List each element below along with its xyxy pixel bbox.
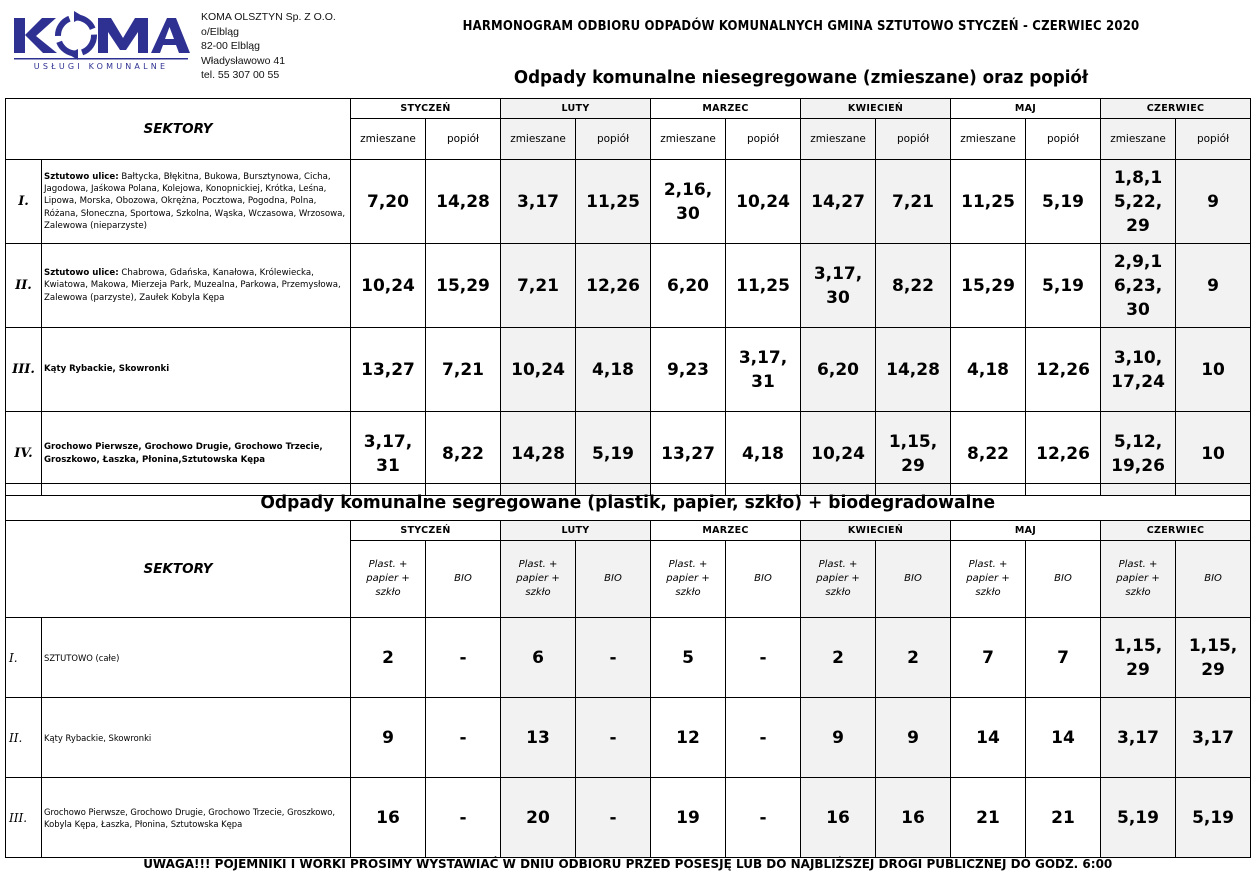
bio-date-cell: 16 xyxy=(876,778,951,858)
streets-prefix: Sztutowo ulice: xyxy=(44,171,119,182)
month-header-row xyxy=(6,99,1251,119)
recyclables-date-cell: 2 xyxy=(351,618,426,698)
streets-list: Chabrowa, Gdańska, Kanałowa, Królewiecka, Kwiatowa, Makowa, Mierzeja Park, Muzealna, Parkowa, Przemysłowa, Zalewowa (parzyste), Zaułek Kobyla Kępa xyxy=(44,268,341,303)
sector-streets xyxy=(42,328,351,412)
recyclables-date-cell: 16 xyxy=(801,778,876,858)
recyclables-date-cell: 6 xyxy=(501,618,576,698)
subheader-primary: Plast. + papier + szkło xyxy=(351,541,426,618)
subheader-primary: Plast. + papier + szkło xyxy=(1101,541,1176,618)
recyclables-date-cell: 2 xyxy=(801,618,876,698)
month-header: LUTY xyxy=(501,99,651,119)
company-phone: tel. 55 307 00 55 xyxy=(201,69,280,81)
subheader-secondary: BIO xyxy=(876,541,951,618)
section2-title: Odpady komunalne segregowane (plastik, papier, szkło) + biodegradowalne xyxy=(260,491,996,513)
mixed-date-cell: 3,17, 30 xyxy=(801,244,876,328)
subheader-primary: Plast. + papier + szkło xyxy=(501,541,576,618)
mixed-date-cell: 8,22 xyxy=(951,412,1026,496)
mixed-date-cell: 10,24 xyxy=(351,244,426,328)
recyclables-date-cell: 14 xyxy=(951,698,1026,778)
bio-date-cell: - xyxy=(576,778,651,858)
ash-date-cell: 8,22 xyxy=(426,412,501,496)
ash-date-cell: 5,19 xyxy=(1026,244,1101,328)
sector-row xyxy=(6,698,1251,778)
sector-row xyxy=(6,778,1251,858)
mixed-date-cell: 13,27 xyxy=(351,328,426,412)
sector-row xyxy=(6,618,1251,698)
subheader-secondary: popiół xyxy=(726,119,801,160)
recyclables-date-cell: 5 xyxy=(651,618,726,698)
mixed-waste-schedule-table xyxy=(5,98,1251,496)
mixed-date-cell: 9,23 xyxy=(651,328,726,412)
subheader-secondary: popiół xyxy=(576,119,651,160)
month-header: LUTY xyxy=(501,521,651,541)
ash-date-cell: 5,19 xyxy=(576,412,651,496)
bio-date-cell: - xyxy=(726,778,801,858)
ash-date-cell: 7,21 xyxy=(876,160,951,244)
sector-streets: Grochowo Pierwsze, Grochowo Drugie, Grochowo Trzecie, Groszkowo, Kobyla Kępa, Łaszka, Płonina, Sztutowska Kępa xyxy=(42,778,351,858)
recyclables-date-cell: 9 xyxy=(801,698,876,778)
ash-date-cell: 12,26 xyxy=(576,244,651,328)
month-header: MAJ xyxy=(951,99,1101,119)
subheader-secondary: popiół xyxy=(1176,119,1251,160)
mixed-date-cell: 3,17 xyxy=(501,160,576,244)
bio-date-cell: 7 xyxy=(1026,618,1101,698)
recyclables-date-cell: 13 xyxy=(501,698,576,778)
recyclables-date-cell: 21 xyxy=(951,778,1026,858)
footer-notice-text: UWAGA!!! POJEMNIKI I WORKI PROSIMY WYSTAWIAĆ W DNIU ODBIORU PRZED POSESJĘ LUB DO NAJBLIŻSZEJ DROGI PUBLICZNEJ DO GODZ. 6:00 xyxy=(142,856,1113,871)
month-header: MAJ xyxy=(951,521,1101,541)
mixed-date-cell: 1,8,1 5,22, 29 xyxy=(1101,160,1176,244)
ash-date-cell: 10 xyxy=(1176,412,1251,496)
month-header: CZERWIEC xyxy=(1101,521,1251,541)
mixed-date-cell: 4,18 xyxy=(951,328,1026,412)
ash-date-cell: 7,21 xyxy=(426,328,501,412)
mixed-date-cell: 15,29 xyxy=(951,244,1026,328)
streets-list: Grochowo Pierwsze, Grochowo Drugie, Grochowo Trzecie, Groszkowo, Łaszka, Płonina,Sztutowska Kępa xyxy=(44,442,323,465)
streets-prefix: Sztutowo ulice: xyxy=(44,268,119,279)
recyclables-date-cell: 3,17 xyxy=(1101,698,1176,778)
streets-list: Kąty Rybackie, Skowronki xyxy=(44,364,170,375)
recyclables-date-cell: 20 xyxy=(501,778,576,858)
recyclables-date-cell: 16 xyxy=(351,778,426,858)
bio-date-cell: 1,15, 29 xyxy=(1176,618,1251,698)
subheader-primary: Plast. + papier + szkło xyxy=(951,541,1026,618)
ash-date-cell: 8,22 xyxy=(876,244,951,328)
sector-row xyxy=(6,160,1251,244)
recyclables-date-cell: 5,19 xyxy=(1101,778,1176,858)
ash-date-cell: 12,26 xyxy=(1026,328,1101,412)
subheader-secondary: popiół xyxy=(876,119,951,160)
subheader-secondary: popiół xyxy=(426,119,501,160)
company-name: KOMA OLSZTYN Sp. Z O.O. xyxy=(201,11,336,23)
company-street: Władysławowo 41 xyxy=(201,54,286,67)
subheader-secondary: BIO xyxy=(1176,541,1251,618)
subheader-primary: zmieszane xyxy=(351,119,426,160)
sector-number: II. xyxy=(6,244,42,328)
ash-date-cell: 1,15, 29 xyxy=(876,412,951,496)
ash-date-cell: 10 xyxy=(1176,328,1251,412)
sectors-header: SEKTORY xyxy=(6,521,351,618)
recyclables-date-cell: 12 xyxy=(651,698,726,778)
bio-date-cell: 9 xyxy=(876,698,951,778)
subheader-secondary: BIO xyxy=(726,541,801,618)
ash-date-cell: 4,18 xyxy=(576,328,651,412)
ash-date-cell: 5,19 xyxy=(1026,160,1101,244)
mixed-date-cell: 7,20 xyxy=(351,160,426,244)
subheader-primary: Plast. + papier + szkło xyxy=(651,541,726,618)
mixed-date-cell: 2,16, 30 xyxy=(651,160,726,244)
sector-number: I. xyxy=(6,618,42,698)
mixed-date-cell: 10,24 xyxy=(501,328,576,412)
bio-date-cell: - xyxy=(576,698,651,778)
subheader-primary: zmieszane xyxy=(951,119,1026,160)
company-address xyxy=(201,10,336,83)
sector-row xyxy=(6,328,1251,412)
bio-date-cell: - xyxy=(426,698,501,778)
bio-date-cell: - xyxy=(426,778,501,858)
subheader-secondary: popiół xyxy=(1026,119,1101,160)
mixed-date-cell: 10,24 xyxy=(801,412,876,496)
mixed-date-cell: 5,12, 19,26 xyxy=(1101,412,1176,496)
logo-subtitle: USŁUGI KOMUNALNE xyxy=(33,62,169,71)
month-header: MARZEC xyxy=(651,521,801,541)
mixed-date-cell: 13,27 xyxy=(651,412,726,496)
subheader-secondary: BIO xyxy=(1026,541,1101,618)
bio-date-cell: 2 xyxy=(876,618,951,698)
mixed-date-cell: 11,25 xyxy=(951,160,1026,244)
mixed-date-cell: 7,21 xyxy=(501,244,576,328)
ash-date-cell: 12,26 xyxy=(1026,412,1101,496)
ash-date-cell: 4,18 xyxy=(726,412,801,496)
ash-date-cell: 9 xyxy=(1176,244,1251,328)
ash-date-cell: 3,17, 31 xyxy=(726,328,801,412)
bio-date-cell: 21 xyxy=(1026,778,1101,858)
month-header: KWIECIEŃ xyxy=(801,99,951,119)
sector-streets xyxy=(42,244,351,328)
sector-number: II. xyxy=(6,698,42,778)
mixed-date-cell: 14,27 xyxy=(801,160,876,244)
month-header-row xyxy=(6,521,1251,541)
subheader-secondary: BIO xyxy=(576,541,651,618)
mixed-date-cell: 6,20 xyxy=(651,244,726,328)
sector-number: IV. xyxy=(6,412,42,496)
streets-list: Bałtycka, Błękitna, Bukowa, Bursztynowa, Cicha, Jagodowa, Jaśkowa Polana, Kolejowa, Konopnickiej, Krótka, Leśna, Lipowa, Morska, Obozowa, Okrężna, Pocztowa, Pogodna, Polna, Różana, Słoneczna, Sportowa, Szkolna, Wąska, Wczasowa, Wrzosowa, Zalewowa (nieparzyste) xyxy=(44,171,346,231)
sector-streets xyxy=(42,160,351,244)
mixed-date-cell: 2,9,1 6,23, 30 xyxy=(1101,244,1176,328)
ash-date-cell: 9 xyxy=(1176,160,1251,244)
section2-title-row xyxy=(6,484,1251,521)
recyclables-date-cell: 7 xyxy=(951,618,1026,698)
bio-date-cell: - xyxy=(576,618,651,698)
company-postcode: 82-00 Elbląg xyxy=(201,40,260,52)
mixed-date-cell: 6,20 xyxy=(801,328,876,412)
bio-date-cell: 5,19 xyxy=(1176,778,1251,858)
sector-number: III. xyxy=(6,328,42,412)
subheader-primary: zmieszane xyxy=(501,119,576,160)
mixed-date-cell: 14,28 xyxy=(501,412,576,496)
ash-date-cell: 11,25 xyxy=(726,244,801,328)
footer-notice xyxy=(0,856,1255,871)
bio-date-cell: - xyxy=(426,618,501,698)
month-header: STYCZEŃ xyxy=(351,521,501,541)
koma-logo xyxy=(12,8,190,72)
ash-date-cell: 15,29 xyxy=(426,244,501,328)
subheader-primary: zmieszane xyxy=(801,119,876,160)
ash-date-cell: 11,25 xyxy=(576,160,651,244)
recyclables-date-cell: 9 xyxy=(351,698,426,778)
ash-date-cell: 10,24 xyxy=(726,160,801,244)
mixed-date-cell: 3,10, 17,24 xyxy=(1101,328,1176,412)
document-title: HARMONOGRAM ODBIORU ODPADÓW KOMUNALNYCH GMINA SZTUTOWO STYCZEŃ - CZERWIEC 2020 xyxy=(462,19,1140,34)
sectors-header: SEKTORY xyxy=(6,99,351,160)
subheader-secondary: BIO xyxy=(426,541,501,618)
section1-title: Odpady komunalne niesegregowane (zmieszane) oraz popiół xyxy=(513,67,1089,88)
bio-date-cell: 14 xyxy=(1026,698,1101,778)
segregated-waste-schedule-table xyxy=(5,483,1251,858)
mixed-date-cell: 3,17, 31 xyxy=(351,412,426,496)
ash-date-cell: 14,28 xyxy=(426,160,501,244)
company-branch: o/Elbląg xyxy=(201,25,239,38)
section2-title-cell xyxy=(6,484,1251,521)
sector-streets: Kąty Rybackie, Skowronki xyxy=(42,698,351,778)
month-header: MARZEC xyxy=(651,99,801,119)
bio-date-cell: - xyxy=(726,698,801,778)
month-header: KWIECIEŃ xyxy=(801,521,951,541)
month-header: CZERWIEC xyxy=(1101,99,1251,119)
bio-date-cell: - xyxy=(726,618,801,698)
subheader-primary: zmieszane xyxy=(651,119,726,160)
month-header: STYCZEŃ xyxy=(351,99,501,119)
recyclables-date-cell: 1,15, 29 xyxy=(1101,618,1176,698)
sector-number: I. xyxy=(6,160,42,244)
subheader-primary: zmieszane xyxy=(1101,119,1176,160)
sector-streets: SZTUTOWO (całe) xyxy=(42,618,351,698)
sector-row xyxy=(6,244,1251,328)
sector-number: III. xyxy=(6,778,42,858)
ash-date-cell: 14,28 xyxy=(876,328,951,412)
recyclables-date-cell: 19 xyxy=(651,778,726,858)
subheader-primary: Plast. + papier + szkło xyxy=(801,541,876,618)
bio-date-cell: 3,17 xyxy=(1176,698,1251,778)
